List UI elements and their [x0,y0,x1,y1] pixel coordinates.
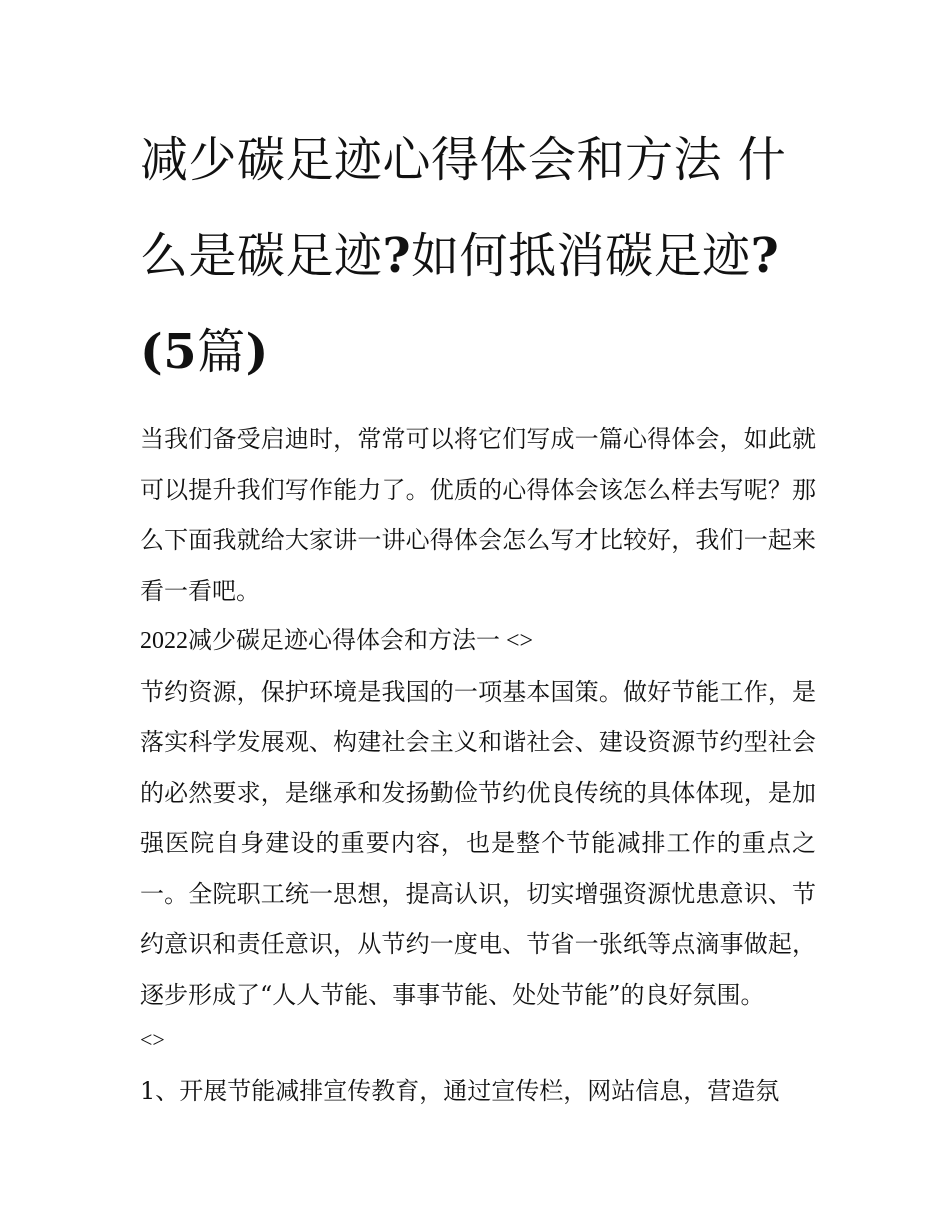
document-title [140,112,816,400]
title-question-mark-2: ? [750,228,780,284]
section-marker: <> [140,1027,165,1052]
section-heading: 2022减少碳足迹心得体会和方法一 <> [140,628,534,654]
intro-paragraph: 当我们备受启迪时，常常可以将它们写成一篇心得体会，如此就可以提升我们写作能力了。优质的心得体会该怎么样去写呢？那么下面我就给大家讲一讲心得体会怎么写才比较好，我们一起来看一看吧。 [140,425,816,605]
title-part-3: (5 [140,324,198,380]
title-part-5: ) [245,324,269,380]
body-paragraph-1: 节约资源，保护环境是我国的一项基本国策。做好节能工作，是落实科学发展观、构建社会主义和谐社会、建设资源节约型社会的必然要求，是继承和发扬勤俭节约优良传统的具体体现，是加强医院自身建设的重要内容，也是整个节能减排工作的重点之一。全院职工统一思想，提高认识，切实增强资源忧患意识、节约意识和责任意识，从节约一度电、节省一张纸等点滴事做起，逐步形成了“人人节能、事事节能、处处节能”的良好氛围。 [140,677,816,1009]
list-item-1: 1、开展节能减排宣传教育，通过宣传栏，网站信息，营造氛 [140,1077,780,1105]
title-part-1: 减少碳足迹心得体会和方法 什么是碳足迹 [140,132,787,284]
document-page [140,112,816,1117]
title-part-2: 如何抵消碳足迹 [411,228,751,284]
title-part-4: 篇 [197,324,246,380]
title-question-mark-1: ? [382,228,412,284]
